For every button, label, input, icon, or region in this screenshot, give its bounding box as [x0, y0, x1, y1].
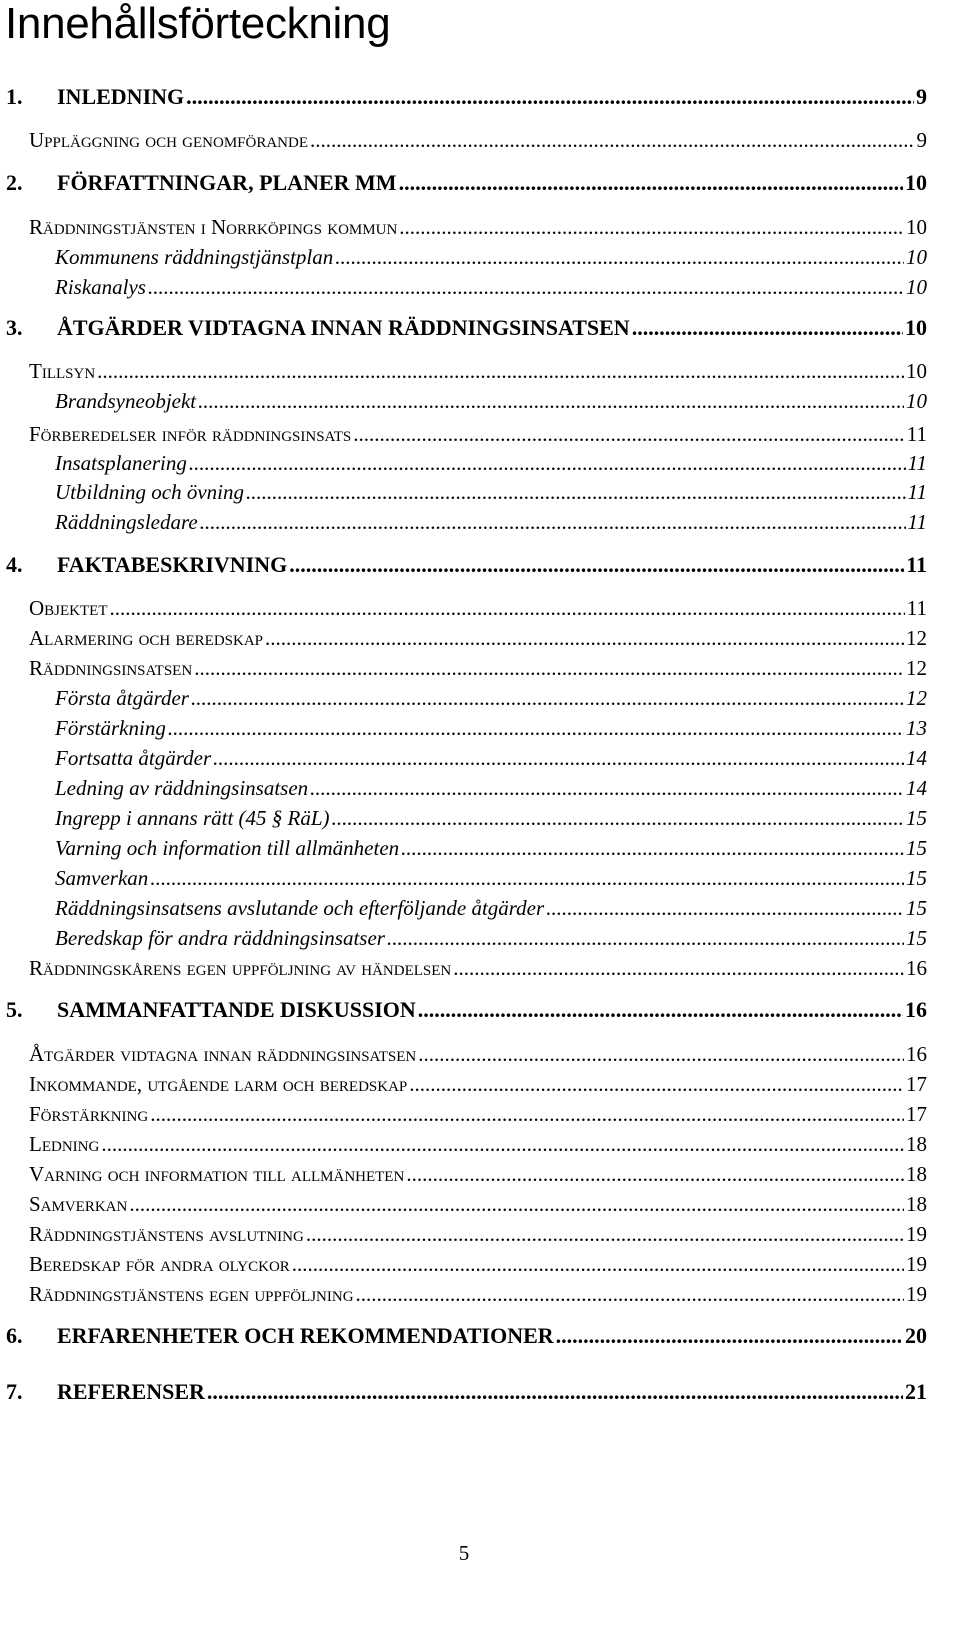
toc-entry-page: 11 — [907, 510, 927, 534]
dot-leader — [207, 1377, 903, 1407]
toc-entry-row — [29, 419, 927, 449]
toc-entry-label: Ledning — [29, 1132, 100, 1156]
toc-entry-row — [29, 623, 927, 653]
toc-entry-row — [57, 168, 927, 198]
dot-leader — [632, 313, 903, 343]
toc-entry-label: Räddningstjänsten i Norrköpings kommun — [29, 215, 398, 239]
toc-entry-row — [55, 477, 927, 507]
toc-entry-row — [29, 125, 927, 155]
toc-entry[interactable] — [0, 82, 960, 112]
toc-entry-row — [55, 242, 927, 272]
toc-entry-label: SAMMANFATTANDE DISKUSSION — [57, 997, 416, 1022]
toc-entry-label: Varning och information till allmänheten — [29, 1162, 405, 1186]
toc-entry[interactable] — [0, 419, 960, 449]
toc-entry-row — [29, 1189, 927, 1219]
toc-entry-row — [57, 313, 927, 343]
dot-leader — [387, 923, 904, 953]
toc-entry[interactable] — [0, 683, 960, 713]
toc-entry-page: 17 — [906, 1102, 927, 1126]
dot-leader — [213, 743, 904, 773]
toc-entry[interactable] — [0, 893, 960, 923]
toc-entry-label: REFERENSER — [57, 1379, 205, 1404]
toc-entry-page: 10 — [906, 215, 927, 239]
toc-entry-label: Förstärkning — [29, 1102, 149, 1126]
dot-leader — [556, 1321, 903, 1351]
toc-entry-page: 15 — [906, 866, 927, 890]
toc-entry-label: FÖRFATTNINGAR, PLANER MM — [57, 170, 397, 195]
toc-entry-row — [29, 593, 927, 623]
toc-entry-label: Fortsatta åtgärder — [55, 746, 212, 770]
toc-entry-page: 19 — [906, 1252, 927, 1276]
toc-entry-row — [55, 893, 927, 923]
toc-entry-page: 15 — [906, 836, 927, 860]
toc-entry-label: Objektet — [29, 596, 108, 620]
dot-leader — [265, 623, 904, 653]
toc-entry[interactable] — [0, 550, 960, 580]
dot-leader — [150, 863, 904, 893]
toc-entry-page: 11 — [906, 422, 927, 446]
toc-entry-row — [29, 1279, 927, 1309]
dot-leader — [200, 507, 906, 537]
toc-entry-page: 10 — [906, 389, 927, 413]
dot-leader — [310, 125, 914, 155]
toc-entry[interactable] — [0, 713, 960, 743]
toc-entry-label: ERFARENHETER OCH REKOMMENDATIONER — [57, 1323, 554, 1348]
toc-entry[interactable] — [0, 448, 960, 478]
toc-entry-row — [29, 212, 927, 242]
dot-leader — [356, 1279, 904, 1309]
dot-leader — [194, 653, 904, 683]
toc-entry[interactable] — [0, 1129, 960, 1159]
toc-entry-page: 16 — [906, 956, 927, 980]
toc-entry[interactable] — [0, 995, 960, 1025]
toc-entry-row — [55, 803, 927, 833]
toc-entry-page: 9 — [916, 128, 927, 152]
toc-entry[interactable] — [0, 1069, 960, 1099]
dot-leader — [399, 168, 903, 198]
toc-entry-page: 18 — [906, 1162, 927, 1186]
toc-entry[interactable] — [0, 773, 960, 803]
toc-entry-row — [29, 1159, 927, 1189]
dot-leader — [168, 713, 904, 743]
toc-entry-label: Räddningsinsatsen — [29, 656, 193, 680]
toc-entry-row — [29, 1069, 927, 1099]
toc-entry[interactable] — [0, 1219, 960, 1249]
toc-entry-page: 21 — [905, 1379, 927, 1404]
toc-entry-row — [55, 448, 927, 478]
toc-entry-label: Beredskap för andra olyckor — [29, 1252, 290, 1276]
toc-entry-row — [29, 953, 927, 983]
toc-entry-page: 11 — [906, 596, 927, 620]
toc-entry-number: 5. — [6, 997, 23, 1022]
toc-entry-number: 7. — [6, 1379, 23, 1404]
dot-leader — [546, 893, 904, 923]
toc-entry-label: Räddningsledare — [55, 510, 198, 534]
toc-entry-row — [29, 356, 927, 386]
toc-entry[interactable] — [0, 477, 960, 507]
toc-entry-row — [29, 1249, 927, 1279]
toc-entry-row — [55, 923, 927, 953]
toc-entry-page: 10 — [906, 275, 927, 299]
toc-entry-label: Samverkan — [29, 1192, 128, 1216]
dot-leader — [310, 773, 904, 803]
toc-entry-label: Räddningstjänstens egen uppföljning — [29, 1282, 354, 1306]
toc-entry-number: 6. — [6, 1323, 23, 1348]
toc-entry-page: 11 — [907, 451, 927, 475]
toc-entry-row — [29, 1129, 927, 1159]
toc-entry-label: Åtgärder vidtagna innan räddningsinsatsen — [29, 1042, 417, 1066]
toc-entry-row — [57, 995, 927, 1025]
dot-leader — [246, 477, 906, 507]
toc-entry[interactable] — [0, 1377, 960, 1407]
toc-entry-page: 10 — [906, 245, 927, 269]
toc-entry-page: 16 — [906, 1042, 927, 1066]
toc-entry[interactable] — [0, 272, 960, 302]
toc-entry[interactable] — [0, 1189, 960, 1219]
toc-entry[interactable] — [0, 1039, 960, 1069]
toc-entry-label: Räddningskårens egen uppföljning av händelsen — [29, 956, 452, 980]
toc-entry-label: Utbildning och övning — [55, 480, 244, 504]
toc-entry-row — [55, 863, 927, 893]
toc-entry-label: Samverkan — [55, 866, 149, 890]
toc-entry[interactable] — [0, 1159, 960, 1189]
toc-entry[interactable] — [0, 923, 960, 953]
toc-entry-row — [57, 550, 927, 580]
toc-entry-page: 16 — [905, 997, 927, 1022]
toc-entry[interactable] — [0, 743, 960, 773]
toc-entry[interactable] — [0, 242, 960, 272]
toc-entry-number: 4. — [6, 552, 23, 577]
toc-entry-page: 17 — [906, 1072, 927, 1096]
toc-entry-row — [57, 1321, 927, 1351]
toc-entry[interactable] — [0, 1249, 960, 1279]
dot-leader — [289, 550, 904, 580]
toc-entry[interactable] — [0, 507, 960, 537]
dot-leader — [418, 995, 903, 1025]
toc-entry[interactable] — [0, 863, 960, 893]
dot-leader — [418, 1039, 904, 1069]
dot-leader — [332, 803, 904, 833]
toc-entry-row — [29, 653, 927, 683]
dot-leader — [335, 242, 904, 272]
toc-entry-row — [55, 713, 927, 743]
dot-leader — [129, 1189, 904, 1219]
page-title: Innehållsförteckning — [5, 0, 391, 48]
toc-entry-page: 18 — [906, 1132, 927, 1156]
toc-entry-row — [29, 1039, 927, 1069]
toc-entry-page: 13 — [906, 716, 927, 740]
toc-entry-number: 2. — [6, 170, 23, 195]
toc-entry-label: Alarmering och beredskap — [29, 626, 264, 650]
toc-entry[interactable] — [0, 833, 960, 863]
toc-entry-page: 12 — [906, 626, 927, 650]
dot-leader — [150, 1099, 904, 1129]
dot-leader — [110, 593, 905, 623]
toc-entry[interactable] — [0, 168, 960, 198]
toc-entry[interactable] — [0, 953, 960, 983]
toc-entry[interactable] — [0, 803, 960, 833]
dot-leader — [189, 448, 906, 478]
toc-entry[interactable] — [0, 356, 960, 386]
toc-entry-page: 18 — [906, 1192, 927, 1216]
toc-entry-page: 11 — [906, 552, 927, 577]
dot-leader — [148, 272, 904, 302]
page-number: 5 — [458, 1541, 470, 1565]
dot-leader — [353, 419, 905, 449]
toc-entry-label: FAKTABESKRIVNING — [57, 552, 288, 577]
toc-entry-label: Beredskap för andra räddningsinsatser — [55, 926, 385, 950]
toc-entry-row — [55, 683, 927, 713]
toc-entry[interactable] — [0, 653, 960, 683]
toc-entry-label: Uppläggning och genomförande — [29, 128, 309, 152]
toc-entry-label: Ledning av räddningsinsatsen — [55, 776, 309, 800]
toc-entry-page: 12 — [906, 656, 927, 680]
dot-leader — [409, 1069, 904, 1099]
toc-entry[interactable] — [0, 1279, 960, 1309]
toc-entry-label: Räddningsinsatsens avslutande och efterföljande åtgärder — [55, 896, 545, 920]
toc-entry[interactable] — [0, 1321, 960, 1351]
toc-entry-label: Ingrepp i annans rätt (45 § RäL) — [55, 806, 330, 830]
toc-entry-label: INLEDNING — [57, 84, 185, 109]
toc-entry-page: 19 — [906, 1282, 927, 1306]
toc-entry-label: Tillsyn — [29, 359, 96, 383]
toc-entry-label: Insatsplanering — [55, 451, 187, 475]
toc-entry[interactable] — [0, 313, 960, 343]
dot-leader — [186, 82, 914, 112]
toc-entry-label: Första åtgärder — [55, 686, 189, 710]
toc-entry-label: Förberedelser inför räddningsinsats — [29, 422, 352, 446]
toc-entry-row — [55, 743, 927, 773]
toc-entry-label: Riskanalys — [55, 275, 146, 299]
toc-entry-page: 15 — [906, 926, 927, 950]
toc-entry-row — [55, 272, 927, 302]
toc-entry-row — [29, 1099, 927, 1129]
toc-entry[interactable] — [0, 212, 960, 242]
toc-entry[interactable] — [0, 125, 960, 155]
toc-entry-page: 15 — [906, 896, 927, 920]
toc-entry-row — [55, 833, 927, 863]
toc-entry-page: 12 — [906, 686, 927, 710]
dot-leader — [401, 833, 904, 863]
toc-entry[interactable] — [0, 623, 960, 653]
toc-entry-row — [57, 82, 927, 112]
toc-entry[interactable] — [0, 593, 960, 623]
dot-leader — [292, 1249, 904, 1279]
toc-entry-label: Varning och information till allmänheten — [55, 836, 400, 860]
toc-entry-page: 20 — [905, 1323, 927, 1348]
toc-entry-page: 9 — [916, 84, 927, 109]
toc-entry-row — [29, 1219, 927, 1249]
toc-entry-label: Brandsyneobjekt — [55, 389, 197, 413]
toc-entry[interactable] — [0, 1099, 960, 1129]
toc-entry-number: 3. — [6, 315, 23, 340]
toc-entry-row — [55, 773, 927, 803]
dot-leader — [198, 386, 904, 416]
toc-entry-row — [55, 507, 927, 537]
toc-entry-page: 19 — [906, 1222, 927, 1246]
toc-entry-page: 11 — [907, 480, 927, 504]
toc-entry-page: 10 — [905, 315, 927, 340]
toc-entry-page: 10 — [905, 170, 927, 195]
toc-entry-label: Förstärkning — [55, 716, 166, 740]
toc-entry-page: 14 — [906, 746, 927, 770]
toc-entry[interactable] — [0, 386, 960, 416]
toc-entry-number: 1. — [6, 84, 23, 109]
dot-leader — [97, 356, 904, 386]
toc-entry-label: ÅTGÄRDER VIDTAGNA INNAN RÄDDNINGSINSATSEN — [57, 315, 630, 340]
toc-entry-label: Kommunens räddningstjänstplan — [55, 245, 334, 269]
toc-entry-page: 14 — [906, 776, 927, 800]
dot-leader — [453, 953, 904, 983]
dot-leader — [191, 683, 904, 713]
toc-entry-page: 15 — [906, 806, 927, 830]
toc-entry-label: Inkommande, utgående larm och beredskap — [29, 1072, 408, 1096]
toc-entry-page: 10 — [906, 359, 927, 383]
dot-leader — [101, 1129, 904, 1159]
toc-entry-label: Räddningstjänstens avslutning — [29, 1222, 304, 1246]
dot-leader — [306, 1219, 904, 1249]
dot-leader — [406, 1159, 904, 1189]
toc-entry-row — [55, 386, 927, 416]
toc-entry-row — [57, 1377, 927, 1407]
dot-leader — [399, 212, 904, 242]
